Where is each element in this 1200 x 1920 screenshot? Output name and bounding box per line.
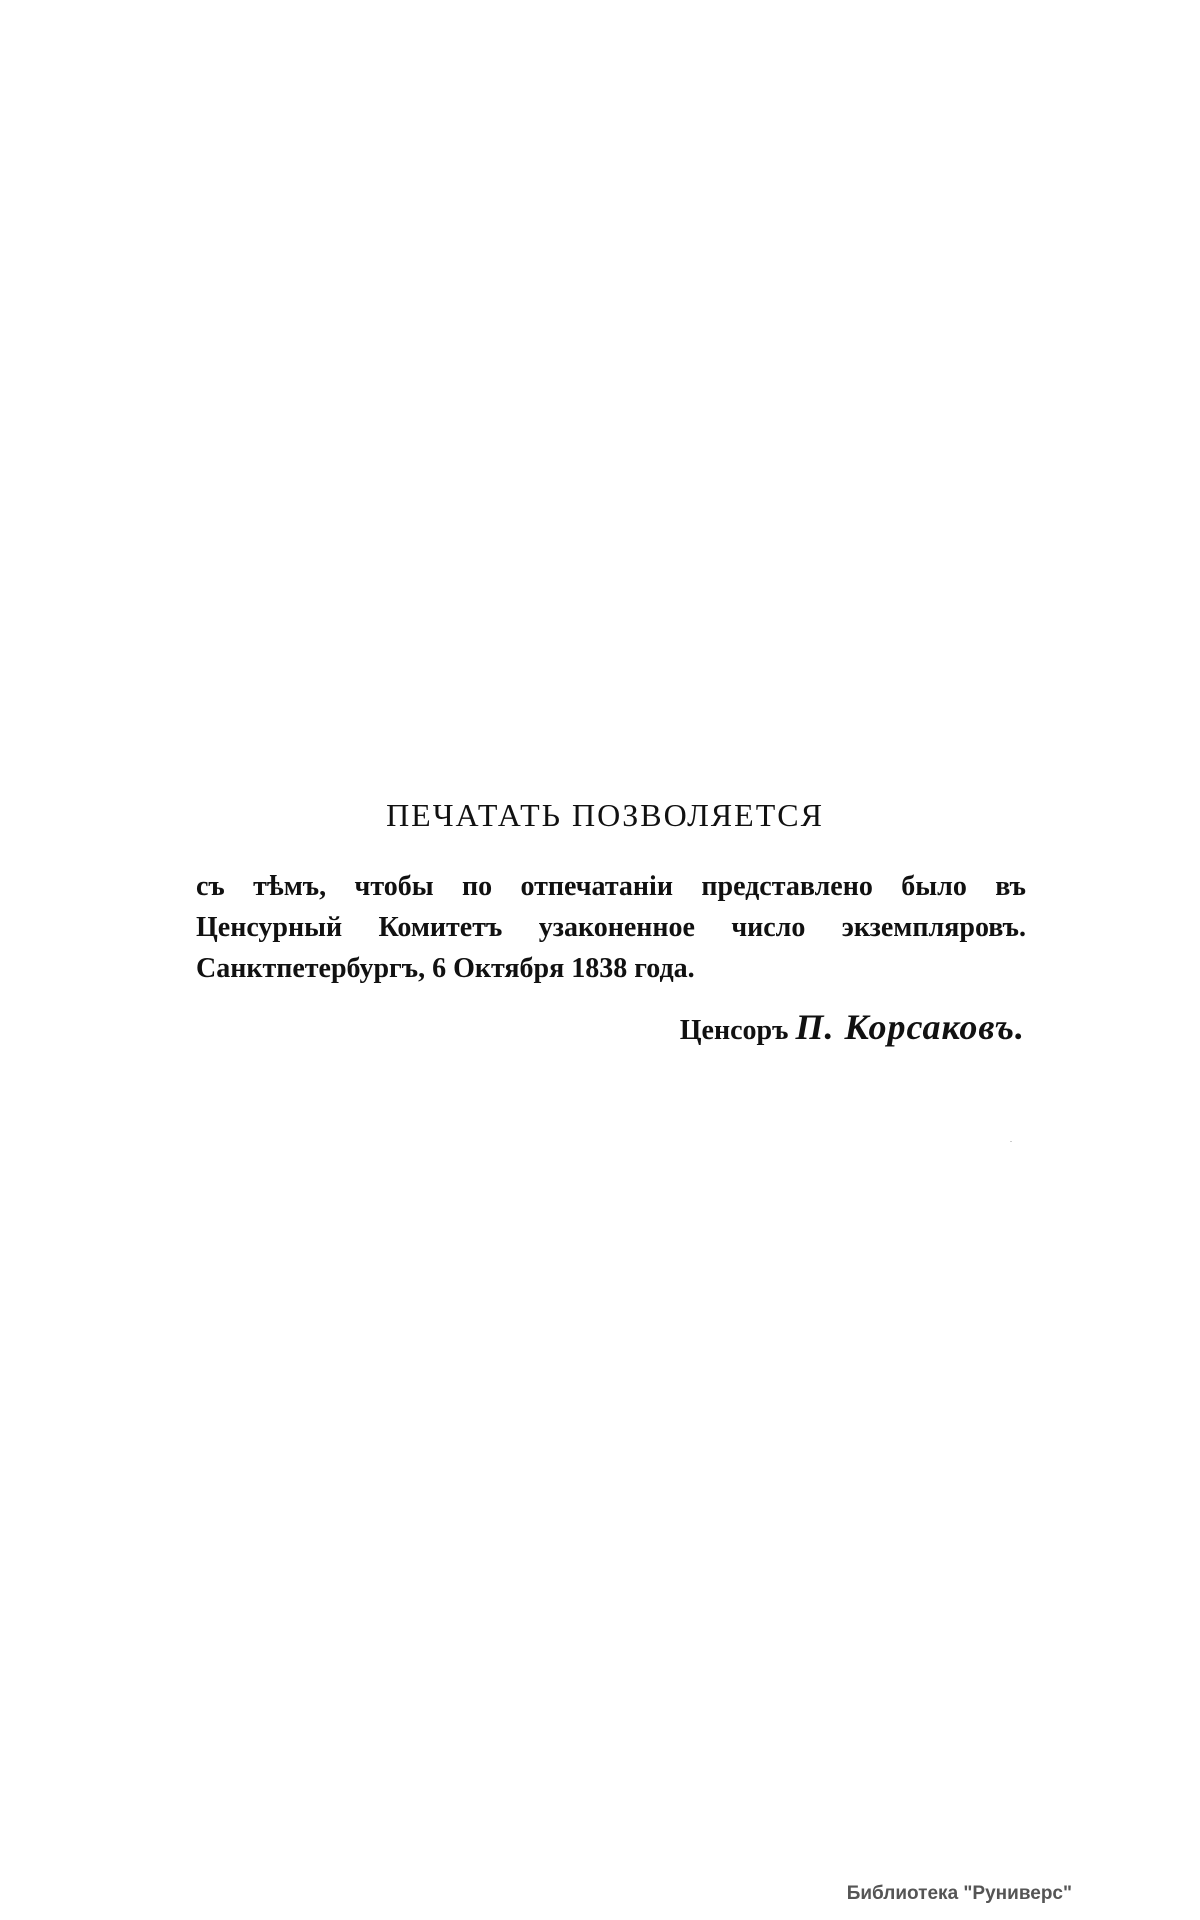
- body-line-1: съ тѣмъ, чтобы по отпечатаніи представлено было въ: [196, 871, 1026, 902]
- censor-label: Ценсоръ: [679, 1015, 796, 1046]
- library-footer-label: Библиотека "Руниверс": [846, 1883, 1072, 1904]
- censorship-body: [196, 866, 1026, 989]
- censor-name: П. Корсаковъ.: [795, 1007, 1025, 1047]
- body-line-3: Санктпетербургъ, 6 Октября 1838 года.: [196, 953, 695, 984]
- body-line-2: Ценсурный Комитетъ узаконенное число экземпляровъ.: [196, 912, 1026, 943]
- censor-signature: [600, 1006, 1025, 1048]
- censorship-heading: ПЕЧАТАТЬ ПОЗВОЛЯЕТСЯ: [386, 797, 824, 833]
- scan-speck: [1010, 1141, 1012, 1142]
